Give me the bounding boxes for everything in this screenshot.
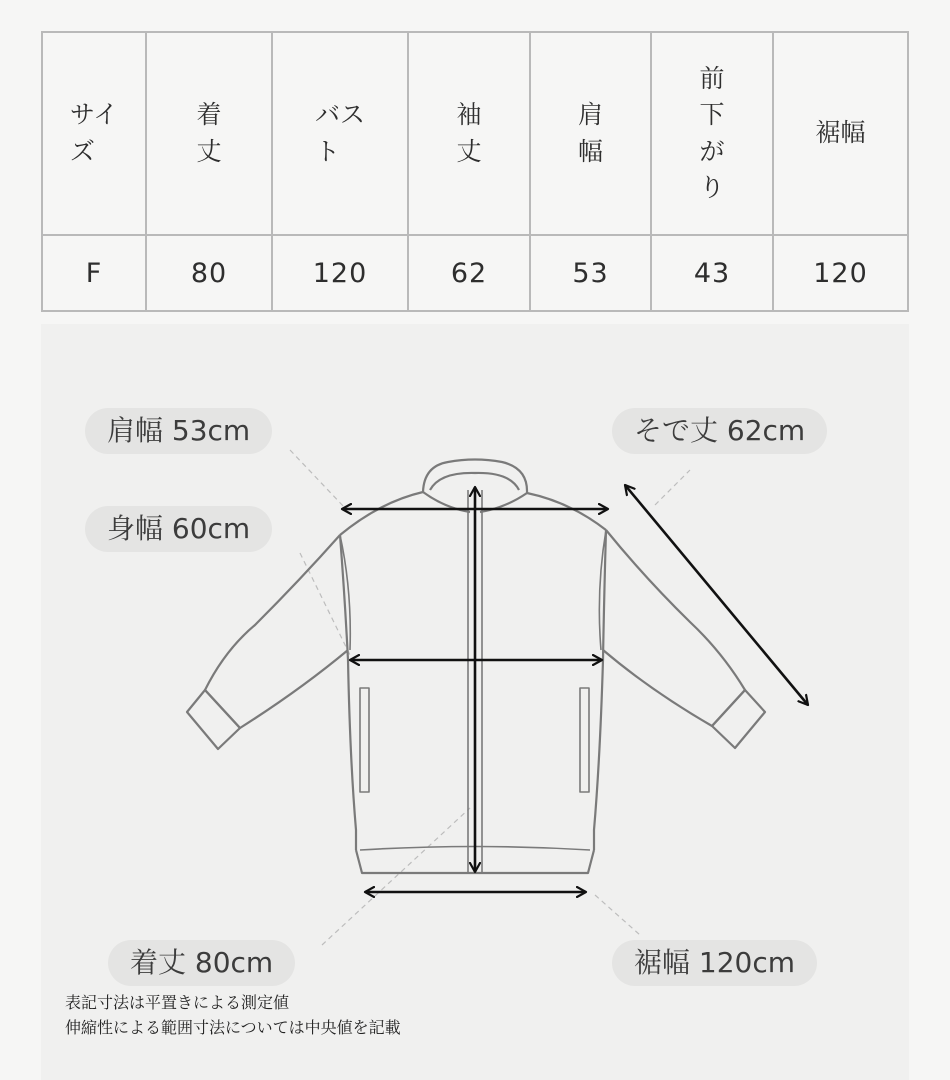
cell-bust: 120 (272, 235, 408, 311)
cell-shoulder: 53 (530, 235, 651, 311)
header-bust: バス ト (272, 32, 408, 235)
measurement-arrows (342, 485, 808, 892)
length-label: 着丈 80cm (108, 940, 295, 986)
hem-label: 裾幅 120cm (612, 940, 817, 986)
note-line: 伸縮性による範囲寸法については中央値を記載 (65, 1018, 401, 1037)
shoulder-label: 肩幅 53cm (85, 408, 272, 454)
header-front-drop: 前 下 が り (651, 32, 773, 235)
cell-sleeve: 62 (408, 235, 530, 311)
notes (65, 990, 401, 1040)
header-sleeve: 袖 丈 (408, 32, 530, 235)
sleeve-label: そで丈 62cm (612, 408, 827, 454)
cell-length: 80 (146, 235, 272, 311)
header-size: サイ ズ (42, 32, 146, 235)
note-line: 表記寸法は平置きによる測定値 (65, 993, 290, 1012)
body-width-label: 身幅 60cm (85, 506, 272, 552)
cell-hem: 120 (773, 235, 908, 311)
cell-size: F (42, 235, 146, 311)
header-hem: 裾幅 (773, 32, 908, 235)
header-shoulder: 肩 幅 (530, 32, 651, 235)
cell-front-drop: 43 (651, 235, 773, 311)
sleeve-arrow (625, 485, 808, 705)
header-length: 着 丈 (146, 32, 272, 235)
